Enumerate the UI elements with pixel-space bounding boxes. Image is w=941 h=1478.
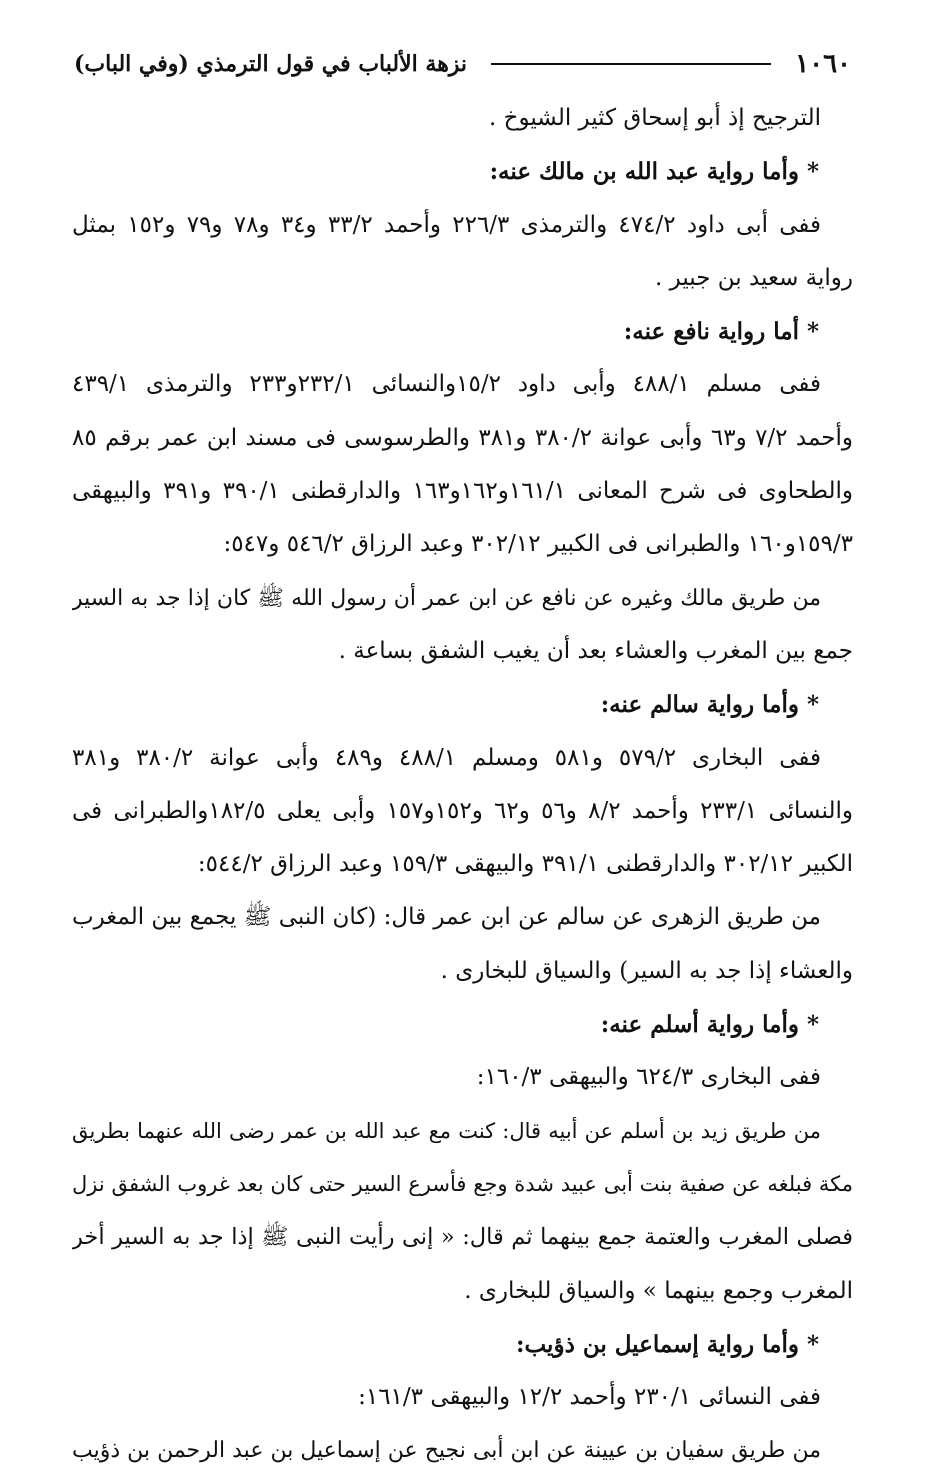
text-line: من طريق مالك وغيره عن نافع عن ابن عمر أن رسول الله ﷺ كان إذا جد به السير [72,585,821,611]
header-rule [491,63,771,65]
section-heading: * وأما رواية أسلم عنه: [600,1011,819,1039]
text-line: والطحاوى فى شرح المعانى ١٦١/١و١٦٢و١٦٣ والدارقطنى ٣٩٠/١ و٣٩١ والبيهقى [72,478,853,505]
page-header [74,44,851,84]
text-line: ففى البخارى ٦٢٤/٣ والبيهقى ١٦٠/٣: [476,1064,821,1091]
text-line: رواية سعيد بن جبير . [655,264,853,291]
running-title: نزهة الألباب في قول الترمذي (وفي الباب) [74,51,468,77]
text-line: ففى أبى داود ٤٧٤/٢ والترمذى ٢٢٦/٣ وأحمد ٣٣/٢ و٣٤ و٧٨ و٧٩ و١٥٢ بمثل [72,211,822,238]
text-line: من طريق زيد بن أسلم عن أبيه قال: كنت مع عبد الله بن عمر رضى الله عنهما بطريق [72,1118,821,1143]
page-number: ١٠٦٠ [795,49,851,79]
section-heading: * وأما رواية سالم عنه: [600,691,819,719]
text-line: ١٥٩/٣و١٦٠ والطبرانى فى الكبير ٣٠٢/١٢ وعبد الرزاق ٥٤٦/٢ و٥٤٧: [223,531,853,558]
text-line: من طريق الزهرى عن سالم عن ابن عمر قال: (كان النبى ﷺ يجمع بين المغرب [72,904,821,931]
section-heading: * وأما رواية عبد الله بن مالك عنه: [489,158,819,186]
text-line: الكبير ٣٠٢/١٢ والدارقطنى ٣٩١/١ والبيهقى ١٥٩/٣ وعبد الرزاق ٥٤٤/٢: [197,851,853,878]
body-text [72,92,853,1478]
section-heading: * وأما رواية إسماعيل بن ذؤيب: [515,1330,819,1358]
text-line: جمع بين المغرب والعشاء بعد أن يغيب الشفق بساعة . [338,637,853,664]
section-heading: * أما رواية نافع عنه: [623,318,819,346]
text-line: والنسائى ٢٣٣/١ وأحمد ٨/٢ و٥٦ و٦٢ و١٥٢و١٥٧ وأبى يعلى ١٨٢/٥والطبرانى فى [72,797,853,824]
text-line: ففى البخارى ٥٧٩/٢ و٥٨١ ومسلم ٤٨٨/١ و٤٨٩ وأبى عوانة ٣٨٠/٢ و٣٨١ [72,744,821,771]
text-line: مكة فبلغه عن صفية بنت أبى عبيد شدة وجع فأسرع السير حتى كان بعد غروب الشفق نزل [72,1171,853,1196]
text-line: الترجيح إذ أبو إسحاق كثير الشيوخ . [489,105,821,131]
text-line: ففى مسلم ٤٨٨/١ وأبى داود ١٥/٢والنسائى ٢٣٢/١و٢٣٣ والترمذى ٤٣٩/١ [72,371,822,398]
text-line: من طريق سفيان بن عيينة عن ابن أبى نجيح عن إسماعيل بن عبد الرحمن بن ذؤيب [72,1438,821,1464]
text-line: وأحمد ٧/٢ و٦٣ وأبى عوانة ٣٨٠/٢ و٣٨١ والطرسوسى فى مسند ابن عمر برقم ٨٥ [72,424,853,451]
text-line: فصلى المغرب والعتمة جمع بينهما ثم قال: « إنى رأيت النبى ﷺ إذا جد به السير أخر [72,1224,853,1251]
text-line: والعشاء إذا جد به السير) والسياق للبخارى . [440,957,853,984]
text-line: ففى النسائى ٢٣٠/١ وأحمد ١٢/٢ والبيهقى ١٦١/٣: [358,1384,821,1411]
text-line: المغرب وجمع بينهما » والسياق للبخارى . [464,1277,853,1304]
